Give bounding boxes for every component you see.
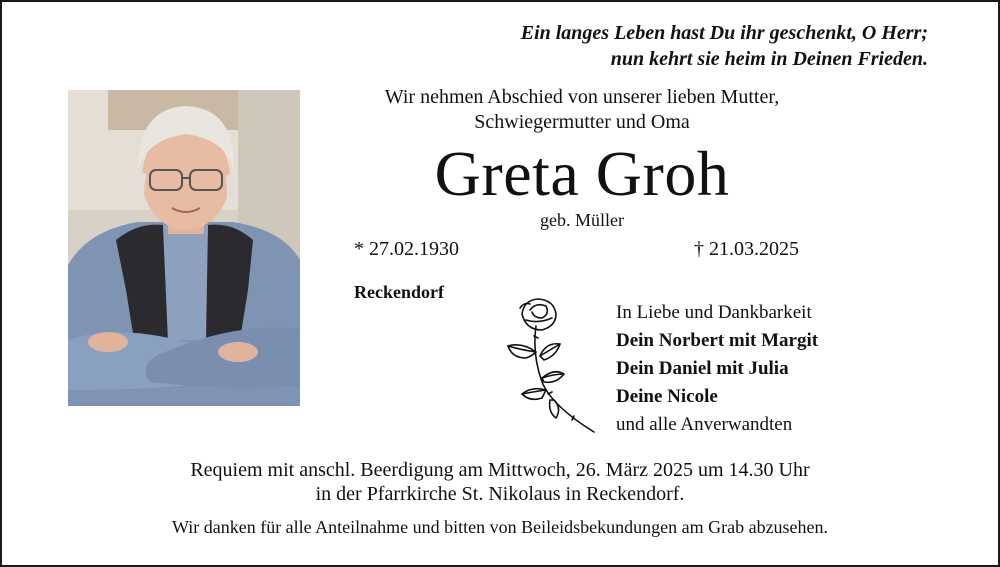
bible-verse xyxy=(521,20,928,72)
mourners-intro: In Liebe und Dankbarkeit xyxy=(616,302,812,323)
intro-text xyxy=(332,85,832,135)
death-date: † 21.03.2025 xyxy=(694,238,799,260)
mourners-list xyxy=(616,299,818,439)
service-line-1: Requiem mit anschl. Beerdigung am Mittwoch, 26. März 2025 um 14.30 Uhr xyxy=(190,459,810,481)
intro-line-1: Wir nehmen Abschied von unserer lieben Mutter, xyxy=(384,86,780,108)
deceased-name: Greta Groh xyxy=(434,138,730,209)
residence-place: Reckendorf xyxy=(354,282,444,302)
verse-line-2: nun kehrt sie heim in Deinen Frieden. xyxy=(610,48,928,70)
portrait-photo xyxy=(68,90,300,406)
mourners-outro: und alle Anverwandten xyxy=(616,414,793,435)
birth-date: * 27.02.1930 xyxy=(354,238,459,260)
thanks-note: Wir danken für alle Anteilnahme und bitten von Beileidsbekundungen am Grab abzusehen. xyxy=(171,517,829,537)
service-line-2: in der Pfarrkirche St. Nikolaus in Reckendorf. xyxy=(315,483,685,505)
mourner-entry: Dein Norbert mit Margit xyxy=(616,330,819,351)
service-info xyxy=(2,458,998,506)
rose-icon xyxy=(502,294,602,436)
mourner-entry: Deine Nicole xyxy=(616,386,718,407)
mourner-entry: Dein Daniel mit Julia xyxy=(616,358,789,379)
maiden-name: geb. Müller xyxy=(540,210,624,230)
intro-line-2: Schwiegermutter und Oma xyxy=(474,111,690,133)
verse-line-1: Ein langes Leben hast Du ihr geschenkt, O Herr; xyxy=(520,22,928,44)
